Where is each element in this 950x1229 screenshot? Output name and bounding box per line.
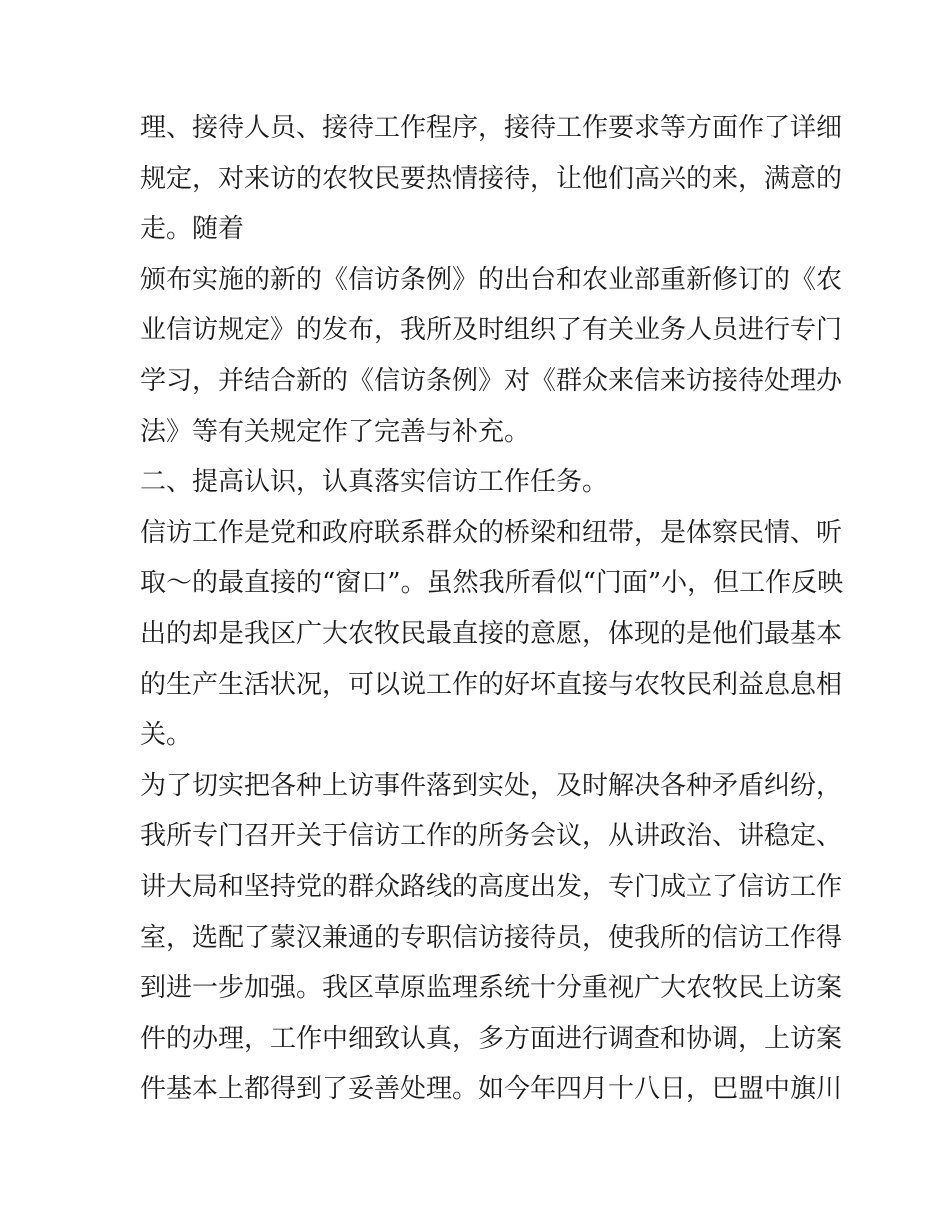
text-line: 规定，对来访的农牧民要热情接待，让他们高兴的来，满意的: [140, 163, 843, 194]
text-line: 件基本上都得到了妥善处理。如今年四月十八日，巴盟中旗川: [140, 1074, 843, 1105]
text-line: 讲大局和坚持党的群众路线的高度出发，专门成立了信访工作: [140, 871, 843, 902]
text-line: 的生产生活状况，可以说工作的好坏直接与农牧民利益息息相: [140, 669, 843, 700]
section-heading: 二、提高认识，认真落实信访工作任务。: [140, 467, 609, 498]
text-line: 室，选配了蒙汉兼通的专职信访接待员，使我所的信访工作得: [140, 922, 843, 953]
document-body: [140, 103, 844, 1115]
text-line: 我所专门召开关于信访工作的所务会议，从讲政治、讲稳定、: [140, 821, 843, 852]
text-line: 法》等有关规定作了完善与补充。: [140, 416, 531, 447]
text-line: 业信访规定》的发布，我所及时组织了有关业务人员进行专门: [140, 315, 843, 346]
text-line: 颁布实施的新的《信访条例》的出台和农业部重新修订的《农: [140, 264, 843, 295]
text-line: 走。随着: [140, 214, 245, 245]
text-line: 出的却是我区广大农牧民最直接的意愿，体现的是他们最基本: [140, 618, 843, 649]
text-line: 为了切实把各种上访事件落到实处，及时解决各种矛盾纠纷，: [140, 770, 843, 801]
text-line: 到进一步加强。我区草原监理系统十分重视广大农牧民上访案: [140, 973, 843, 1004]
text-line: 学习，并结合新的《信访条例》对《群众来信来访接待处理办: [140, 365, 843, 396]
text-line: 件的办理，工作中细致认真，多方面进行调查和协调，上访案: [140, 1023, 843, 1054]
text-line: 取～的最直接的“窗口”。虽然我所看似“门面”小，但工作反映: [140, 568, 844, 599]
text-line: 关。: [140, 720, 193, 751]
text-line: 理、接待人员、接待工作程序，接待工作要求等方面作了详细: [140, 113, 843, 143]
text-line: 信访工作是党和政府联系群众的桥梁和纽带，是体察民情、听: [140, 517, 843, 548]
